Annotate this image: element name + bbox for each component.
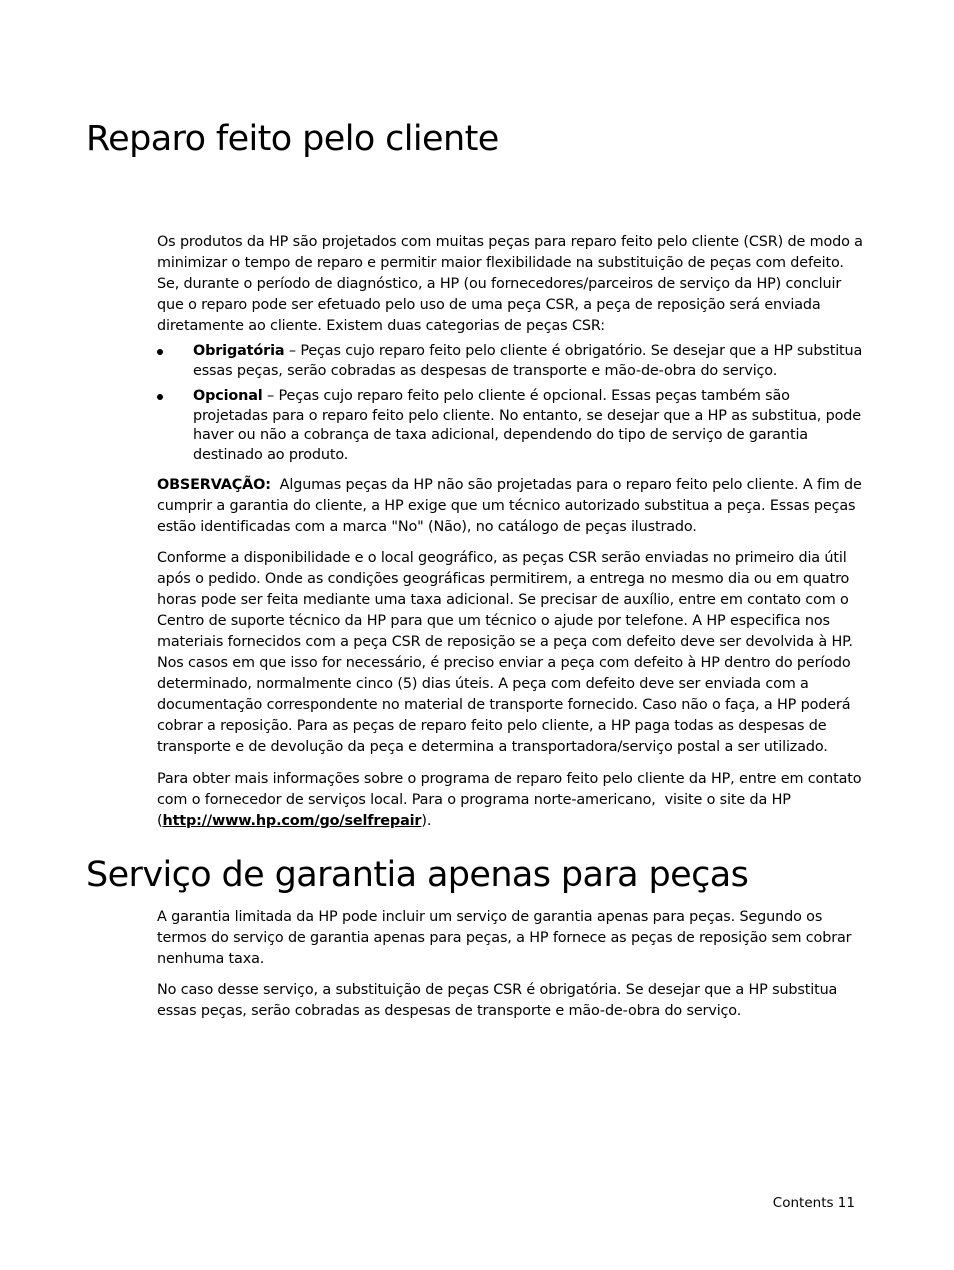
warranty-paragraph-2	[157, 980, 869, 1022]
section-title-customer-self-repair: Reparo feito pelo cliente	[86, 119, 499, 159]
section-title-parts-only-warranty: Serviço de garantia apenas para peças	[86, 855, 749, 895]
list-item-mandatory	[157, 342, 869, 381]
warranty-text-2: No caso desse serviço, a substituição de peças CSR é obrigatória. Se desejar que a HP substitua essas peças, serão cobradas as despesas de transporte e mão-de-obra do serviço.	[157, 982, 838, 1019]
more-info-paragraph	[157, 769, 869, 832]
selfrepair-link[interactable]: http://www.hp.com/go/selfrepair	[162, 813, 422, 829]
intro-text: Os produtos da HP são projetados com muitas peças para reparo feito pelo cliente (CSR) de modo a minimizar o tempo de reparo e permitir maior flexibilidade na substituição de peças com defeito. Se, durante o período de diagnóstico, a HP (ou fornecedores/parceiros de serviço da HP) concluir que o reparo pode ser efetuado pelo uso de uma peça CSR, a peça de reposição será enviada diretamente ao cliente. Existem duas categorias de peças CSR:	[157, 234, 863, 334]
intro-paragraph	[157, 232, 869, 337]
more-info-text: Para obter mais informações sobre o programa de reparo feito pelo cliente da HP, entre em contato com o fornecedor de serviços local. Para o programa norte-americano, visite o site da HP (	[157, 771, 866, 829]
note-text: Algumas peças da HP não são projetadas para o reparo feito pelo cliente. A fim de cumprir a garantia do cliente, a HP exige que um técnico autorizado substitua a peça. Essas peças estão identificadas com a marca "No" (Não), no catálogo de peças ilustrado.	[157, 477, 867, 535]
bullet-icon	[157, 394, 163, 400]
term-optional: Opcional	[193, 388, 263, 404]
list-item-optional	[157, 387, 869, 465]
csr-category-list	[157, 342, 869, 471]
more-info-closing: ).	[421, 813, 432, 829]
shipping-paragraph	[157, 548, 869, 758]
description-optional: – Peças cujo reparo feito pelo cliente é opcional. Essas peças também são projetadas para o reparo feito pelo cliente. No entanto, se desejar que a HP as substitua, pode haver ou não a cobrança de taxa adicional, dependendo do tipo de serviço de garantia destinado ao produto.	[193, 388, 861, 463]
shipping-text: Conforme a disponibilidade e o local geográfico, as peças CSR serão enviadas no primeiro dia útil após o pedido. Onde as condições geográficas permitirem, a entrega no mesmo dia ou em quatro horas pode ser feita mediante uma taxa adicional. Se precisar de auxílio, entre em contato com o Centro de suporte técnico da HP para que um técnico o ajude por telefone. A HP especifica nos materiais fornecidos com a peça CSR de reposição se a peça com defeito deve ser devolvida à HP. Nos casos em que isso for necessário, é preciso enviar a peça com defeito à HP dentro do período determinado, normalmente cinco (5) dias úteis. A peça com defeito deve ser enviada com a documentação correspondente no material de transporte fornecido. Caso não o faça, a HP poderá cobrar a reposição. Para as peças de reparo feito pelo cliente, a HP paga todas as despesas de transporte e de devolução da peça e determina a transportadora/serviço postal a ser utilizado.	[157, 550, 853, 755]
note-label: OBSERVAÇÃO:	[157, 477, 271, 493]
page-footer: Contents 11	[772, 1195, 855, 1211]
bullet-icon	[157, 349, 163, 355]
note-paragraph	[157, 475, 869, 538]
term-mandatory: Obrigatória	[193, 343, 285, 359]
warranty-paragraph-1	[157, 907, 869, 970]
description-mandatory: – Peças cujo reparo feito pelo cliente é obrigatório. Se desejar que a HP substitua essas peças, serão cobradas as despesas de transporte e mão-de-obra do serviço.	[193, 343, 863, 379]
bullet-list	[157, 342, 869, 465]
warranty-text-1: A garantia limitada da HP pode incluir um serviço de garantia apenas para peças. Segundo os termos do serviço de garantia apenas para peças, a HP fornece as peças de reposição sem cobrar nenhuma taxa.	[157, 909, 852, 967]
